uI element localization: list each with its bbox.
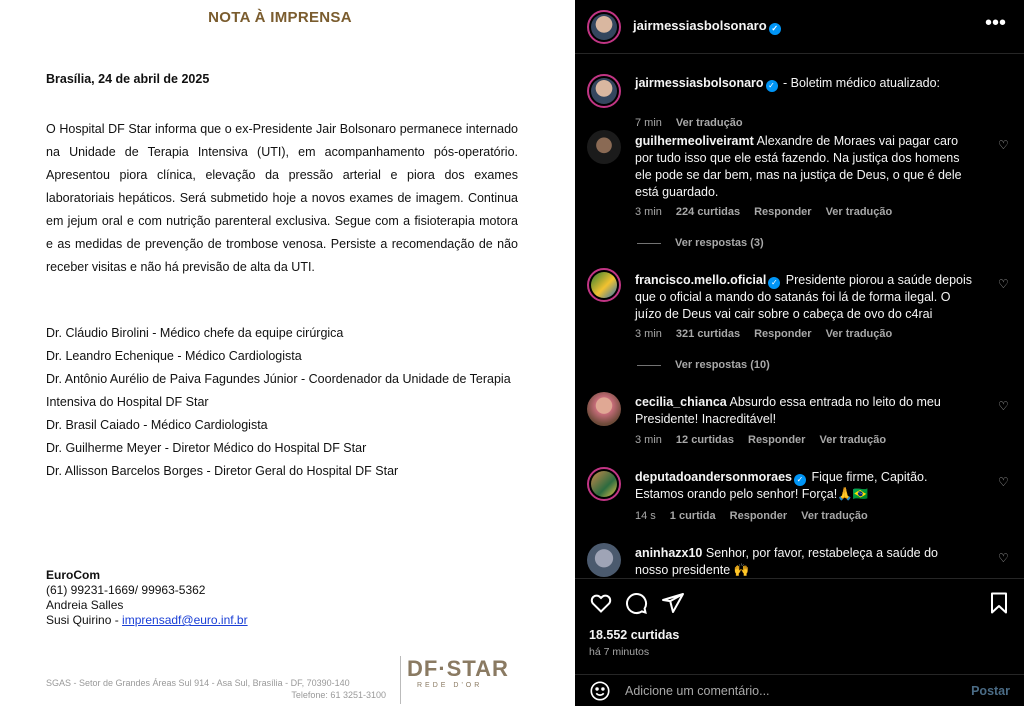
contact-person-email <box>46 613 248 628</box>
comment-meta <box>635 206 906 218</box>
see-translation-link[interactable]: Ver tradução <box>819 434 887 446</box>
signer: Dr. Brasil Caiado - Médico Cardiologista <box>46 418 268 432</box>
reply-button[interactable]: Responder <box>754 206 812 218</box>
avatar[interactable] <box>587 543 621 577</box>
like-icon[interactable] <box>589 591 613 615</box>
caption-time: 7 min <box>635 117 662 129</box>
instagram-post-panel <box>575 0 1024 706</box>
signers-list <box>46 322 526 483</box>
logo-brand: DF·STAR <box>407 656 509 681</box>
document-date: Brasília, 24 de abril de 2025 <box>46 72 210 86</box>
post-actions <box>575 578 1024 706</box>
document-title: NOTA À IMPRENSA <box>208 9 352 26</box>
comments-list[interactable] <box>575 54 1024 578</box>
comment-input[interactable] <box>625 684 945 698</box>
document-footer <box>46 677 386 701</box>
caption-meta <box>635 117 757 129</box>
view-replies-label: Ver respostas (3) <box>675 237 764 249</box>
comment-time: 3 min <box>635 328 662 340</box>
comment-text <box>635 469 973 503</box>
comment-text <box>635 394 973 428</box>
heart-icon[interactable]: ♡ <box>998 138 1009 152</box>
comment-body: Absurdo essa entrada no leito do meu Presidente! Inacreditável! <box>635 395 941 426</box>
verified-icon: ✓ <box>766 80 778 92</box>
avatar[interactable] <box>587 74 621 108</box>
see-translation-link[interactable]: Ver tradução <box>825 328 893 340</box>
reply-button[interactable]: Responder <box>748 434 806 446</box>
heart-icon[interactable]: ♡ <box>998 475 1009 489</box>
comment-meta <box>635 434 900 446</box>
post-header <box>575 0 1024 54</box>
comment-text <box>635 133 973 201</box>
header-username[interactable] <box>633 18 783 35</box>
email-link[interactable]: imprensadf@euro.inf.br <box>122 613 248 627</box>
verified-icon: ✓ <box>794 474 806 486</box>
avatar[interactable] <box>587 10 621 44</box>
comment-likes[interactable]: 12 curtidas <box>675 434 734 446</box>
add-comment-bar <box>575 674 1024 706</box>
contact-person: Andreia Salles <box>46 598 124 612</box>
comment-text <box>635 272 973 323</box>
see-translation-link[interactable]: Ver tradução <box>801 510 868 522</box>
comment-icon[interactable] <box>624 591 648 615</box>
view-replies-button[interactable] <box>637 359 770 371</box>
comment-body: Alexandre de Moraes vai pagar caro por tudo isso que ele está fazendo. Na justiça dos homens ele pode se dar bem, mas na justiça de Deus, o que é dele está guardado. <box>635 134 962 199</box>
comment-time: 3 min <box>635 434 662 446</box>
hospital-logo <box>400 656 512 704</box>
caption-username[interactable]: jairmessiasbolsonaro <box>635 76 764 90</box>
comment-likes[interactable]: 1 curtida <box>669 510 716 522</box>
heart-icon[interactable]: ♡ <box>998 551 1009 565</box>
avatar[interactable] <box>587 467 621 501</box>
emoji-icon[interactable] <box>589 680 611 702</box>
contact-person: Susi Quirino - <box>46 613 123 627</box>
post-button[interactable]: Postar <box>971 684 1010 698</box>
comment-body: Presidente piorou a saúde depois que o oficial a mando do satanás foi lá de forma ilegal. O juízo de Deus vai cair sobre o cabeça de ovo do c4rai <box>635 273 973 321</box>
comment-username[interactable]: cecilia_chianca <box>635 395 727 409</box>
heart-icon[interactable]: ♡ <box>998 277 1009 291</box>
comment-text <box>635 545 973 578</box>
post-time: há 7 minutos <box>589 646 650 658</box>
contact-org: EuroCom <box>46 568 100 582</box>
signer: Dr. Allisson Barcelos Borges - Diretor Geral do Hospital DF Star <box>46 464 399 478</box>
share-icon[interactable] <box>661 591 685 615</box>
contact-phones: (61) 99231-1669/ 99963-5362 <box>46 583 206 597</box>
avatar[interactable] <box>587 268 621 302</box>
comment-username[interactable]: francisco.mello.oficial <box>635 273 767 287</box>
avatar[interactable] <box>587 392 621 426</box>
see-translation-link[interactable]: Ver tradução <box>825 206 893 218</box>
comment-body: Senhor, por favor, restabeleça a saúde do nosso presidente 🙌 <box>635 546 938 577</box>
contact-block <box>46 568 248 628</box>
comment-time: 3 min <box>635 206 662 218</box>
footer-phone: Telefone: 61 3251-3100 <box>291 690 386 700</box>
comment-username[interactable]: deputadoandersonmoraes <box>635 470 792 484</box>
comment-meta <box>635 328 906 340</box>
signer: Dr. Cláudio Birolini - Médico chefe da equipe cirúrgica <box>46 326 344 340</box>
divider <box>637 243 661 244</box>
heart-icon[interactable]: ♡ <box>998 399 1009 413</box>
signer: Dr. Guilherme Meyer - Diretor Médico do Hospital DF Star <box>46 441 367 455</box>
divider <box>637 365 661 366</box>
caption-body: - Boletim médico atualizado: <box>779 76 941 90</box>
reply-button[interactable]: Responder <box>754 328 812 340</box>
comment-username[interactable]: guilhermeoliveiramt <box>635 134 754 148</box>
footer-address: SGAS - Setor de Grandes Áreas Sul 914 - Asa Sul, Brasília - DF, 70390-140 <box>46 678 350 688</box>
reply-button[interactable]: Responder <box>729 510 788 522</box>
view-replies-label: Ver respostas (10) <box>675 359 770 371</box>
verified-icon: ✓ <box>769 23 781 35</box>
more-icon[interactable]: ••• <box>984 12 1006 34</box>
comment-username[interactable]: aninhazx10 <box>635 546 703 560</box>
signer: Dr. Antônio Aurélio de Paiva Fagundes Júnior - Coordenador da Unidade de Terapia Intensiva do Hospital DF Star <box>46 372 511 409</box>
likes-count[interactable]: 18.552 curtidas <box>589 628 680 642</box>
document-body: O Hospital DF Star informa que o ex-Presidente Jair Bolsonaro permanece internado na Unidade de Terapia Intensiva (UTI), em acompanhamento pós-operatório. Apresentou piora clínica, elevação da pressão arterial e piora dos exames laboratoriais hepáticos. Será submetido hoje a novos exames de imagem. Continua em jejum oral e com nutrição parenteral exclusiva. Segue com a fisioterapia motora e as medidas de prevenção de trombose venosa. Persiste a recomendação de não receber visitas e não há previsão de alta da UTI. <box>46 122 518 274</box>
comment-likes[interactable]: 224 curtidas <box>675 206 741 218</box>
signer: Dr. Leandro Echenique - Médico Cardiologista <box>46 349 302 363</box>
comment-time: 14 s <box>635 510 656 522</box>
header-username-text: jairmessiasbolsonaro <box>633 18 767 33</box>
comment-body: Fique firme, Capitão. Estamos orando pelo senhor! Força!🙏🇧🇷 <box>635 470 928 501</box>
logo-subtitle: REDE D'OR <box>417 682 483 689</box>
comment-likes[interactable]: 321 curtidas <box>675 328 741 340</box>
save-icon[interactable] <box>987 591 1011 615</box>
verified-icon: ✓ <box>768 277 780 289</box>
see-translation-link[interactable]: Ver tradução <box>675 117 743 129</box>
comment-meta <box>635 510 882 522</box>
view-replies-button[interactable] <box>637 237 764 249</box>
avatar[interactable] <box>587 130 621 164</box>
caption-text <box>635 75 973 92</box>
